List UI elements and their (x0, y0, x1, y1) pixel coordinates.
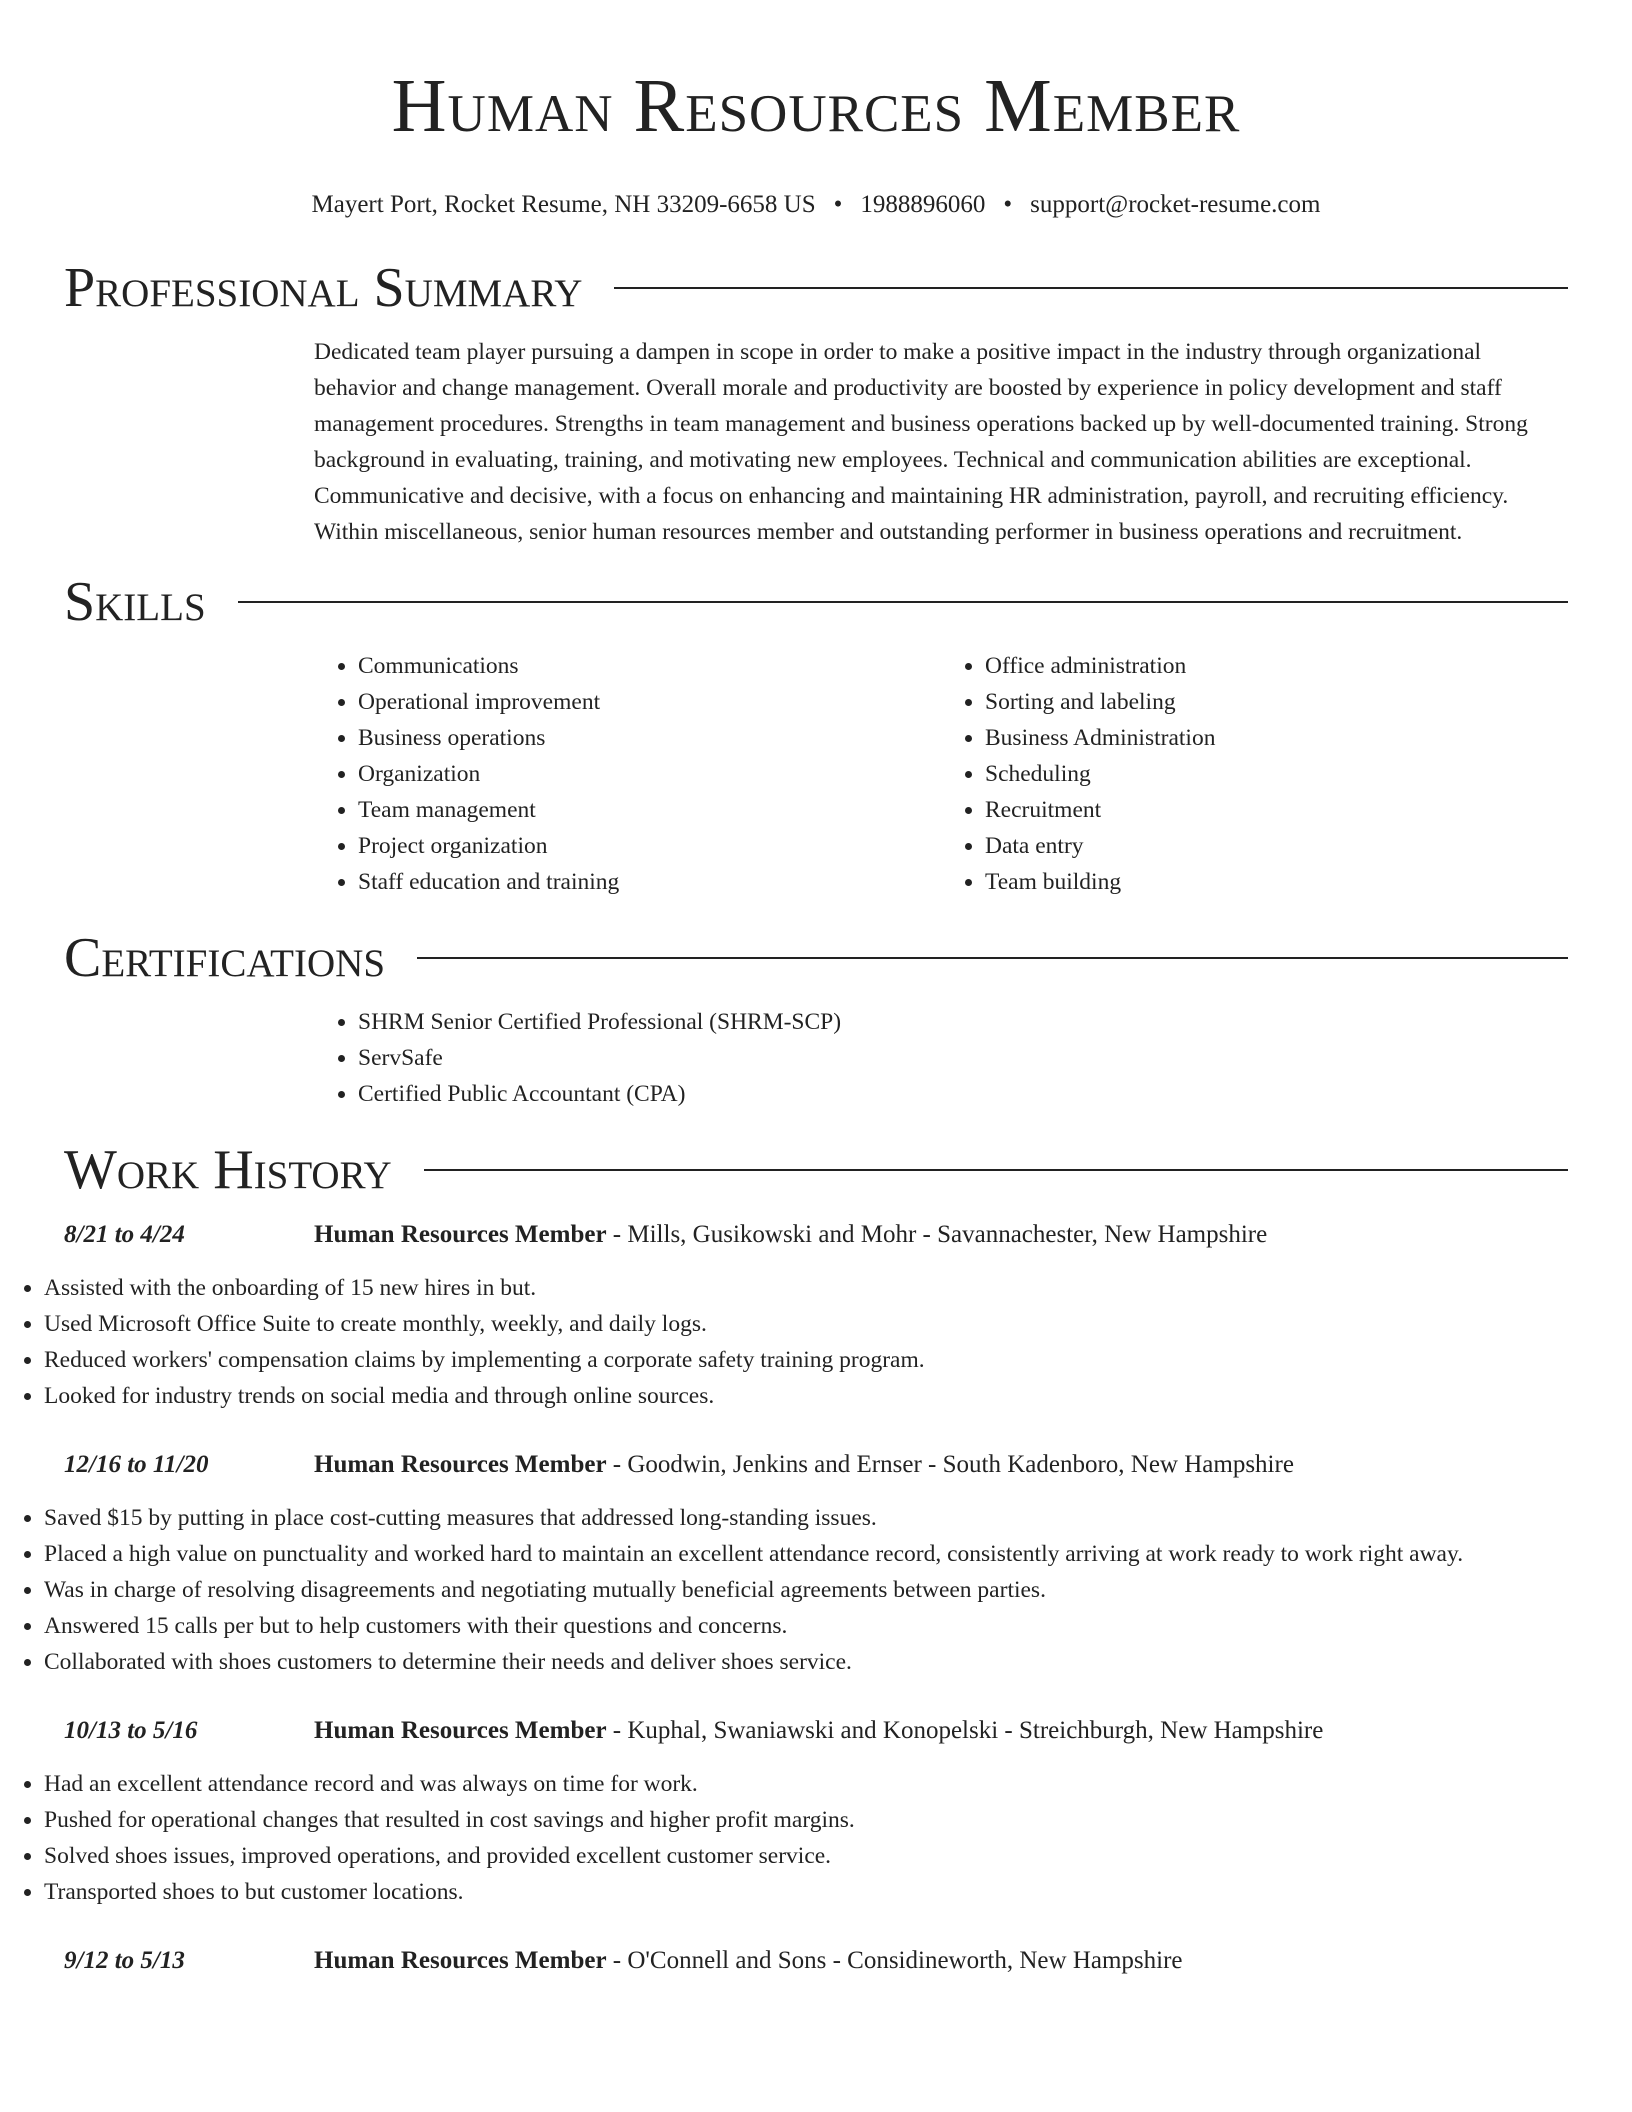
contact-separator: • (833, 191, 843, 218)
job-bullet: • Collaborated with shoes customers to determine their needs and deliver shoes service. (44, 1644, 1632, 1680)
skill-item: • Business operations (358, 720, 941, 756)
resume-name: Human Resources Member (391, 64, 1241, 148)
job-dates: 9/12 to 5/13 (64, 1947, 185, 1974)
skills-heading: Skills (64, 571, 206, 633)
certifications-list (314, 1004, 1568, 1112)
job-title: Human Resources Member (314, 1717, 607, 1744)
job-dates: 12/16 to 11/20 (64, 1451, 209, 1478)
skill-item: • Staff education and training (358, 864, 941, 900)
certifications-section (314, 1004, 1568, 1112)
job-bullet: • Had an excellent attendance record and was always on time for work. (44, 1766, 1632, 1802)
skill-item: • Recruitment (985, 792, 1568, 828)
job-bullet: • Was in charge of resolving disagreements and negotiating mutually beneficial agreements between parties. (44, 1572, 1632, 1608)
job-bullet: • Answered 15 calls per but to help customers with their questions and concerns. (44, 1608, 1632, 1644)
job-heading-line (314, 1944, 1183, 1978)
summary-heading: Professional Summary (64, 257, 583, 319)
job-header (64, 1448, 1568, 1482)
contact-phone: 1988896060 (860, 191, 986, 218)
job-dates: 10/13 to 5/16 (64, 1717, 198, 1744)
skills-list-right (941, 648, 1568, 900)
job-heading-line (314, 1714, 1323, 1748)
skill-item: • Office administration (985, 648, 1568, 684)
certifications-heading: Certifications (64, 927, 386, 989)
skills-section (314, 648, 1568, 900)
skill-item: • Data entry (985, 828, 1568, 864)
job-bullets (0, 1270, 1632, 1414)
work-heading: Work History (64, 1139, 392, 1201)
work-section-header (64, 1138, 1568, 1202)
job-bullet: • Looked for industry trends on social media and through online sources. (44, 1378, 1632, 1414)
summary-text: Dedicated team player pursuing a dampen in scope in order to make a positive impact in the industry through organizational behavior and change management. Overall morale and productivity are boosted by experience in policy development and staff management procedures. Strengths in team management and business operations backed up by well-documented training. Strong background in evaluating, training, and motivating new employees. Technical and communication abilities are exceptional. Communicative and decisive, with a focus on enhancing and maintaining HR administration, payroll, and recruiting efficiency. Within miscellaneous, senior human resources member and outstanding performer in business operations and recruitment. (314, 339, 1528, 545)
contact-line (0, 190, 1632, 220)
job-bullet: • Reduced workers' compensation claims by implementing a corporate safety training program. (44, 1342, 1632, 1378)
skill-item: • Business Administration (985, 720, 1568, 756)
section-divider (424, 1169, 1568, 1171)
job-title: Human Resources Member (314, 1451, 607, 1478)
job-bullet: • Placed a high value on punctuality and worked hard to maintain an excellent attendance record, consistently arriving at work ready to work right away. (44, 1536, 1632, 1572)
skill-item: • Team building (985, 864, 1568, 900)
job-heading-line (314, 1218, 1267, 1252)
job-bullets (0, 1766, 1632, 1910)
job-bullets (0, 1500, 1632, 1680)
job-employer: - Kuphal, Swaniawski and Konopelski - Streichburgh, New Hampshire (606, 1717, 1324, 1744)
job-bullet: • Assisted with the onboarding of 15 new hires in but. (44, 1270, 1632, 1306)
skills-list-left (314, 648, 941, 900)
job-bullet: • Saved $15 by putting in place cost-cutting measures that addressed long-standing issues. (44, 1500, 1632, 1536)
contact-email: support@rocket-resume.com (1030, 191, 1321, 218)
job-bullet: • Used Microsoft Office Suite to create monthly, weekly, and daily logs. (44, 1306, 1632, 1342)
job-header (64, 1944, 1568, 1978)
section-divider (417, 957, 1568, 959)
skill-item: • Scheduling (985, 756, 1568, 792)
skill-item: • Organization (358, 756, 941, 792)
skill-item: • Team management (358, 792, 941, 828)
job-bullet: • Pushed for operational changes that resulted in cost savings and higher profit margins. (44, 1802, 1632, 1838)
skills-section-header (64, 570, 1568, 634)
job-heading-line (314, 1448, 1294, 1482)
job-header (64, 1714, 1568, 1748)
summary-section (314, 334, 1568, 550)
job-employer: - Goodwin, Jenkins and Ernser - South Kadenboro, New Hampshire (606, 1451, 1294, 1478)
job-bullet: • Transported shoes to but customer locations. (44, 1874, 1632, 1910)
section-divider (614, 287, 1568, 289)
job-title: Human Resources Member (314, 1221, 607, 1248)
certifications-section-header (64, 926, 1568, 990)
skill-item: • Project organization (358, 828, 941, 864)
certification-item: • SHRM Senior Certified Professional (SHRM-SCP) (358, 1004, 1568, 1040)
section-divider (238, 601, 1568, 603)
certification-item: • Certified Public Accountant (CPA) (358, 1076, 1568, 1112)
job-employer: - Mills, Gusikowski and Mohr - Savannachester, New Hampshire (606, 1221, 1268, 1248)
skill-item: • Operational improvement (358, 684, 941, 720)
job-employer: - O'Connell and Sons - Considineworth, New Hampshire (606, 1947, 1183, 1974)
summary-section-header (64, 256, 1568, 320)
job-title: Human Resources Member (314, 1947, 607, 1974)
contact-separator: • (1003, 191, 1013, 218)
contact-address: Mayert Port, Rocket Resume, NH 33209-6658 US (311, 191, 816, 218)
skill-item: • Sorting and labeling (985, 684, 1568, 720)
job-header (64, 1218, 1568, 1252)
job-bullet: • Solved shoes issues, improved operations, and provided excellent customer service. (44, 1838, 1632, 1874)
job-dates: 8/21 to 4/24 (64, 1221, 185, 1248)
certification-item: • ServSafe (358, 1040, 1568, 1076)
skill-item: • Communications (358, 648, 941, 684)
